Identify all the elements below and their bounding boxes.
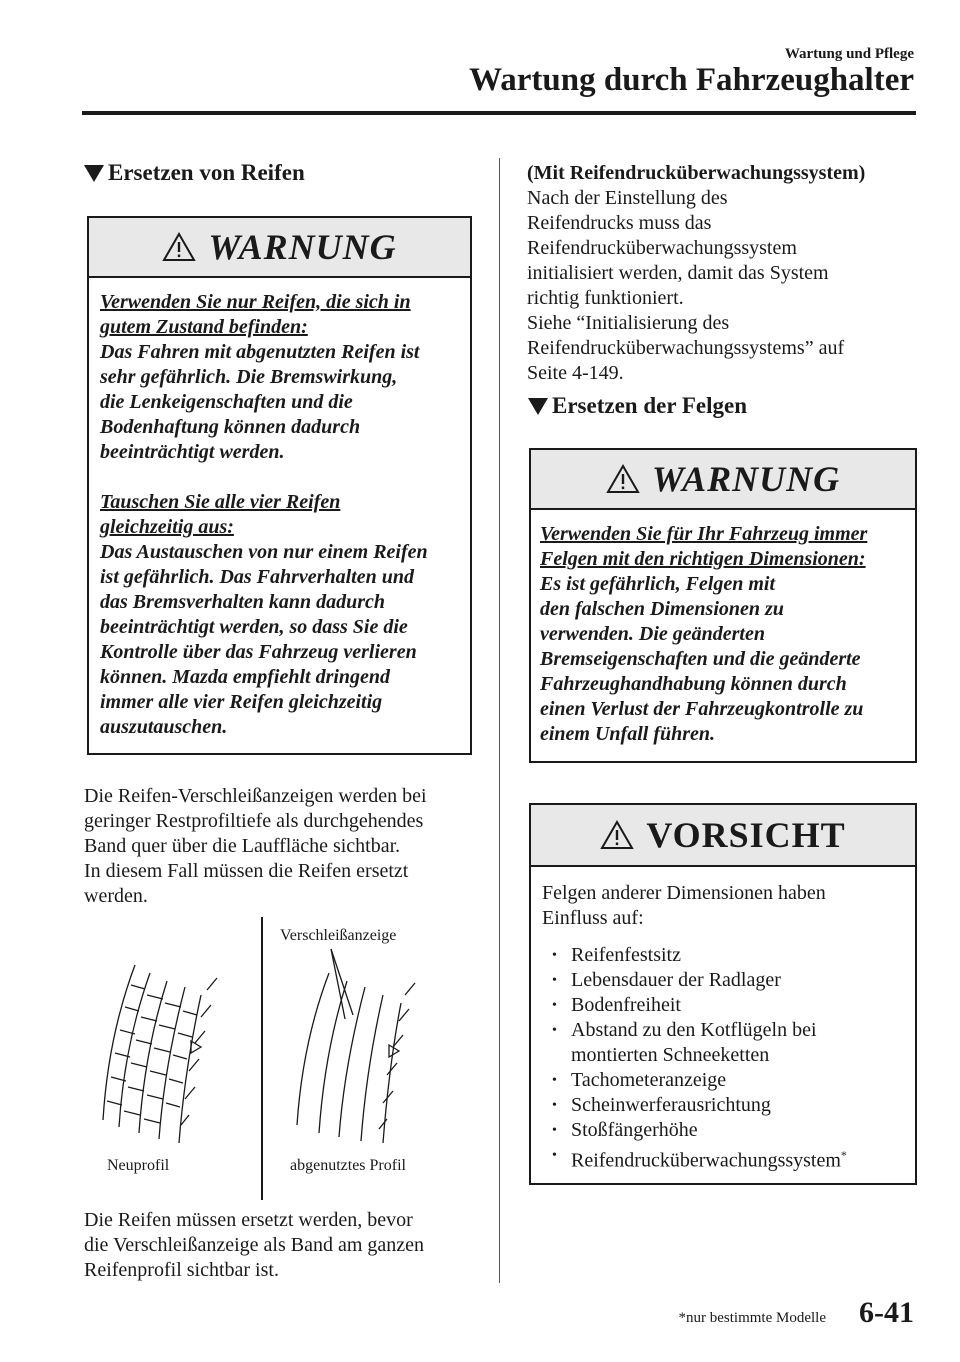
triangle-bullet-icon (528, 398, 548, 415)
warning-box-rims (529, 448, 917, 763)
list-item: • Reifenfestsitz (542, 943, 905, 968)
warning-lead: gleichzeitig aus: (100, 516, 234, 538)
text-line: Die Reifen müssen ersetzt werden, bevor (84, 1209, 413, 1231)
warning-triangle-icon (600, 820, 634, 850)
text-line: Band quer über die Lauffläche sichtbar. (84, 835, 401, 857)
text-line: In diesem Fall müssen die Reifen ersetzt (84, 860, 409, 882)
warning-lead: Tauschen Sie alle vier Reifen (100, 491, 341, 513)
header-rule (82, 111, 916, 115)
text-line: Siehe “Initialisierung des (527, 312, 730, 334)
section-heading-rims (528, 393, 747, 419)
text-line: richtig funktioniert. (527, 287, 684, 309)
warning-line: Das Austauschen von nur einem Reifen (100, 541, 428, 563)
warning-title: WARNUNG (208, 227, 397, 267)
text-line: die Verschleißanzeige als Band am ganzen (84, 1234, 425, 1256)
caution-title: VORSICHT (646, 815, 846, 855)
list-item: • Lebensdauer der Radlager (542, 968, 905, 993)
section-heading-text: Ersetzen von Reifen (108, 160, 305, 185)
section-heading-tires (84, 160, 305, 186)
warning-lead: Felgen mit den richtigen Dimensionen: (540, 548, 866, 570)
text-line: Reifendrucks muss das (527, 212, 712, 234)
warning-line: Bodenhaftung können dadurch (100, 416, 361, 438)
warning-line: auszutauschen. (100, 716, 228, 738)
paragraph-replace-before (84, 1208, 484, 1283)
section-heading-text: Ersetzen der Felgen (552, 393, 748, 418)
warning-line: den falschen Dimensionen zu (540, 598, 784, 620)
list-item: • Scheinwerferausrichtung (542, 1093, 905, 1118)
text-line: Seite 4-149. (527, 362, 624, 384)
warning-line: Bremseigenschaften und die geänderte (540, 648, 861, 670)
warning-lead: Verwenden Sie für Ihr Fahrzeug immer (540, 523, 868, 545)
warning-box-body (531, 510, 915, 757)
page-number: 6-41 (859, 1296, 914, 1329)
warning-line: ist gefährlich. Das Fahrverhalten und (100, 566, 414, 588)
list-item: • Bodenfreiheit (542, 993, 905, 1018)
warning-line: Kontrolle über das Fahrzeug verlieren (100, 641, 417, 663)
warning-line: das Bremsverhalten kann dadurch (100, 591, 386, 613)
text-line: Reifendrucküberwachungssystems” auf (527, 337, 845, 359)
label-wear-indicator: Verschleißanzeige (280, 927, 397, 944)
warning-box-tires (87, 216, 472, 755)
caution-box-body (531, 867, 915, 1184)
paragraph-wear-indicators (84, 784, 484, 909)
warning-box-header (89, 218, 470, 278)
warning-line: können. Mazda empfiehlt dringend (100, 666, 391, 688)
text-line: Nach der Einstellung des (527, 187, 728, 209)
text-line: werden. (84, 885, 148, 907)
warning-title: WARNUNG (651, 459, 841, 499)
tire-tread-figure (95, 915, 475, 1205)
warning-line: sehr gefährlich. Die Bremswirkung, (100, 366, 398, 388)
label-new-tread: Neuprofil (107, 1157, 170, 1174)
tpms-heading: (Mit Reifendrucküberwachungssystem) (527, 162, 866, 184)
chapter-label: Wartung und Pflege (784, 46, 914, 62)
list-item: • Stoßfängerhöhe (542, 1118, 905, 1143)
page-title: Wartung durch Fahrzeughalter (469, 62, 914, 98)
label-worn-tread: abgenutztes Profil (290, 1157, 406, 1174)
warning-box-header (531, 450, 915, 510)
worn-tread-pattern (297, 949, 415, 1143)
text-line: geringer Restprofiltiefe als durchgehendes (84, 810, 424, 832)
column-divider (499, 158, 500, 1283)
caution-list (542, 943, 905, 1174)
warning-line: einem Unfall führen. (540, 723, 716, 745)
list-item: • Abstand zu den Kotflügeln bei montierten Schneeketten (542, 1018, 905, 1068)
new-tread-pattern (103, 965, 217, 1143)
footnote: *nur bestimmte Modelle (678, 1310, 826, 1326)
caution-box-rims (529, 803, 917, 1185)
footnote-marker: * (840, 1148, 847, 1162)
warning-line: Es ist gefährlich, Felgen mit (540, 573, 776, 595)
list-item (542, 1143, 905, 1174)
warning-triangle-icon (606, 464, 640, 494)
text-line: Einfluss auf: (542, 907, 644, 929)
warning-line: Fahrzeughandhabung können durch (540, 673, 847, 695)
warning-line: Das Fahren mit abgenutzten Reifen ist (100, 341, 420, 363)
warning-line: beeinträchtigt werden, so dass Sie die (100, 616, 408, 638)
warning-lead: gutem Zustand befinden: (100, 316, 308, 338)
list-item: • Tachometeranzeige (542, 1068, 905, 1093)
triangle-bullet-icon (84, 165, 104, 182)
warning-box-body (89, 278, 470, 750)
warning-line: beeinträchtigt werden. (100, 441, 285, 463)
text-line: Felgen anderer Dimensionen haben (542, 882, 826, 904)
text-line: Reifendrucküberwachungssystem (527, 237, 797, 259)
caution-box-header (531, 805, 915, 867)
warning-line: verwenden. Die geänderten (540, 623, 765, 645)
warning-lead: Verwenden Sie nur Reifen, die sich in (100, 291, 411, 313)
text-line: initialisiert werden, damit das System (527, 262, 829, 284)
warning-line: die Lenkeigenschaften und die (100, 391, 353, 413)
list-item-text: Reifendrucküberwachungssystem (571, 1149, 841, 1172)
tpms-paragraph (527, 186, 917, 386)
warning-triangle-icon (162, 232, 196, 262)
warning-line: einen Verlust der Fahrzeugkontrolle zu (540, 698, 864, 720)
text-line: Reifenprofil sichtbar ist. (84, 1259, 279, 1281)
warning-line: immer alle vier Reifen gleichzeitig (100, 691, 383, 713)
text-line: Die Reifen-Verschleißanzeigen werden bei (84, 785, 427, 807)
